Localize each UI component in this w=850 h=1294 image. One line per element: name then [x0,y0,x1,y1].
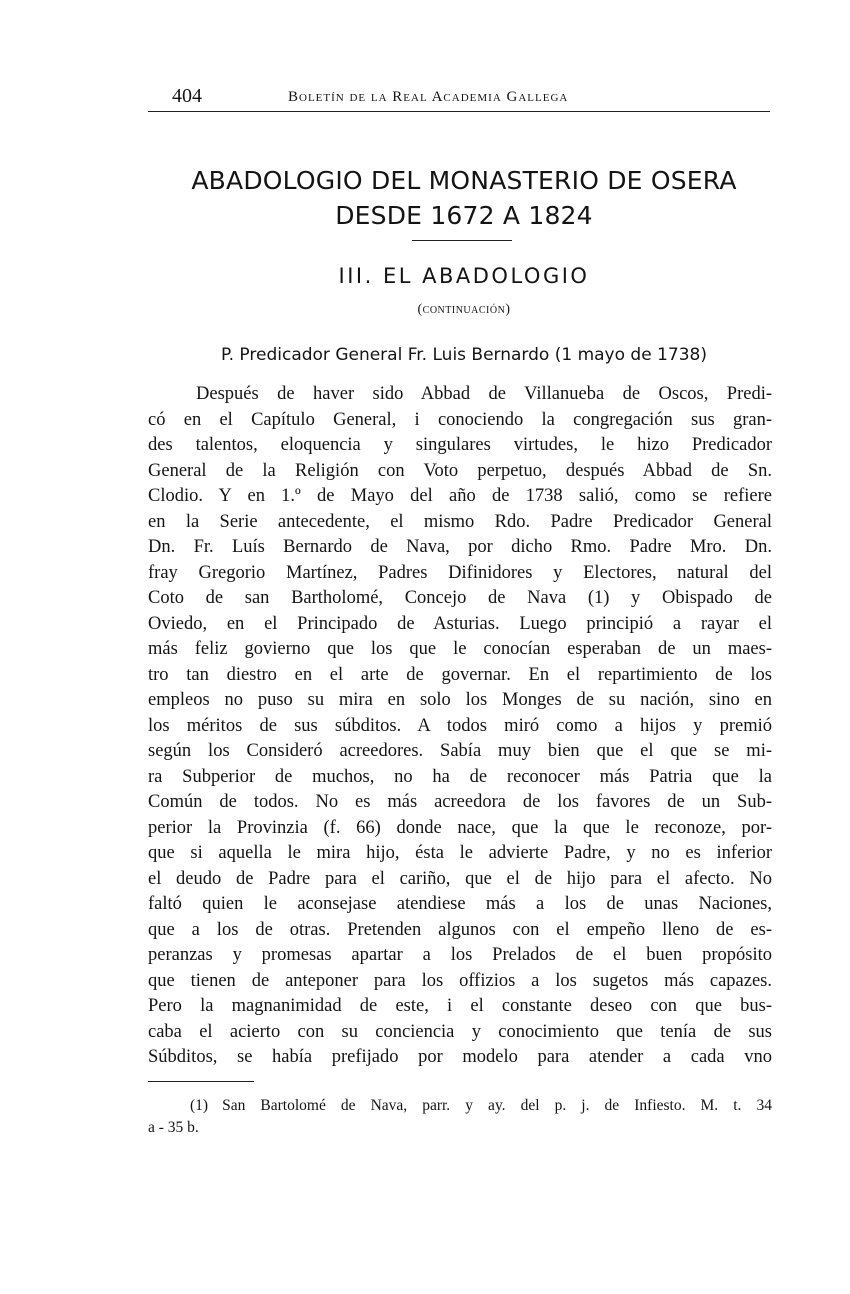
title-divider [412,240,512,241]
running-title: Boletín de la Real Academia Gallega [288,89,569,105]
footnote [148,1095,772,1138]
body-line: peranzas y promesas apartar a los Prelados de el buen propósito [148,945,772,965]
body-line: el deudo de Padre para el cariño, que el de hijo para el afecto. No [148,868,772,889]
body-line: Dn. Fr. Luís Bernardo de Nava, por dicho Rmo. Padre Mro. Dn. [148,537,772,557]
body-line: Oviedo, en el Principado de Asturias. Luego principió a rayar el [148,613,772,634]
body-line: que si aquella le mira hijo, ésta le advierte Padre, y no es inferior [148,843,772,863]
section-heading: III. EL ABADOLOGIO [338,264,590,288]
body-line: General de la Religión con Voto perpetuo, después Abbad de Sn. [148,460,772,481]
body-paragraph [148,382,772,1071]
body-line: tro tan diestro en el arte de governar. En el repartimiento de los [148,664,772,685]
body-line: Común de todos. No es más acreedora de los favores de un Sub- [148,792,772,812]
footnote-mark: (1) [190,1097,209,1114]
body-line: según los Consideró acreedores. Sabía muy bien que el que se mi- [148,741,772,761]
body-line: faltó quien le aconsejase atendiese más a los de unas Naciones, [148,894,772,914]
footnote-rule [148,1081,254,1082]
body-line: ra Subperior de muchos, no ha de reconocer más Patria que la [148,766,772,787]
article-title [148,163,780,233]
body-line: más feliz govierno que los que le conocían esperaban de un maes- [148,639,772,659]
body-line: perior la Provinzia (f. 66) donde nace, que la que le reconoze, por- [148,817,772,838]
abbot-heading: P. Predicador General Fr. Luis Bernardo (1 mayo de 1738) [221,345,707,365]
title-line-1: ABADOLOGIO DEL MONASTERIO DE OSERA [191,166,737,195]
body-line: empleos no puso su mira en solo los Monges de su nación, sino en [148,690,772,710]
page-header [148,84,770,110]
header-rule [148,111,770,112]
body-line: Clodio. Y en 1.º de Mayo del año de 1738 salió, como se refiere [148,486,772,506]
footnote-line-1 [148,1095,772,1117]
body-line: Pero la magnanimidad de este, i el constante deseo con que bus- [148,996,772,1016]
body-line: en la Serie antecedente, el mismo Rdo. Padre Predicador General [148,511,772,532]
body-line: fray Gregorio Martínez, Padres Difinidores y Electores, natural del [148,562,772,583]
body-line: Coto de san Bartholomé, Concejo de Nava (1) y Obispado de [148,588,772,608]
body-line: Súbditos, se había prefijado por modelo para atender a cada vno [148,1047,772,1067]
page-number: 404 [172,85,202,107]
body-line: los méritos de sus súbditos. A todos miró como a hijos y premió [148,715,772,736]
footnote-text: San Bartolomé de Nava, parr. y ay. del p. j. de Infiesto. M. t. 34 [222,1097,772,1114]
title-line-2: DESDE 1672 A 1824 [335,201,593,230]
body-line: có en el Capítulo General, i conociendo la congregación sus gran- [148,409,772,430]
body-line: que tienen de anteponer para los offizios a los sugetos más capazes. [148,970,772,991]
body-line: Después de haver sido Abbad de Villanueba de Oscos, Predi- [196,384,772,404]
body-line: que a los de otras. Pretenden algunos con el empeño lleno de es- [148,919,772,940]
body-line: des talentos, eloquencia y singulares virtudes, le hizo Predicador [148,435,772,455]
body-line: caba el acierto con su conciencia y conocimiento que tenía de sus [148,1021,772,1042]
footnote-line-2: a - 35 b. [148,1118,199,1136]
continuation-label: (continuación) [417,302,511,317]
